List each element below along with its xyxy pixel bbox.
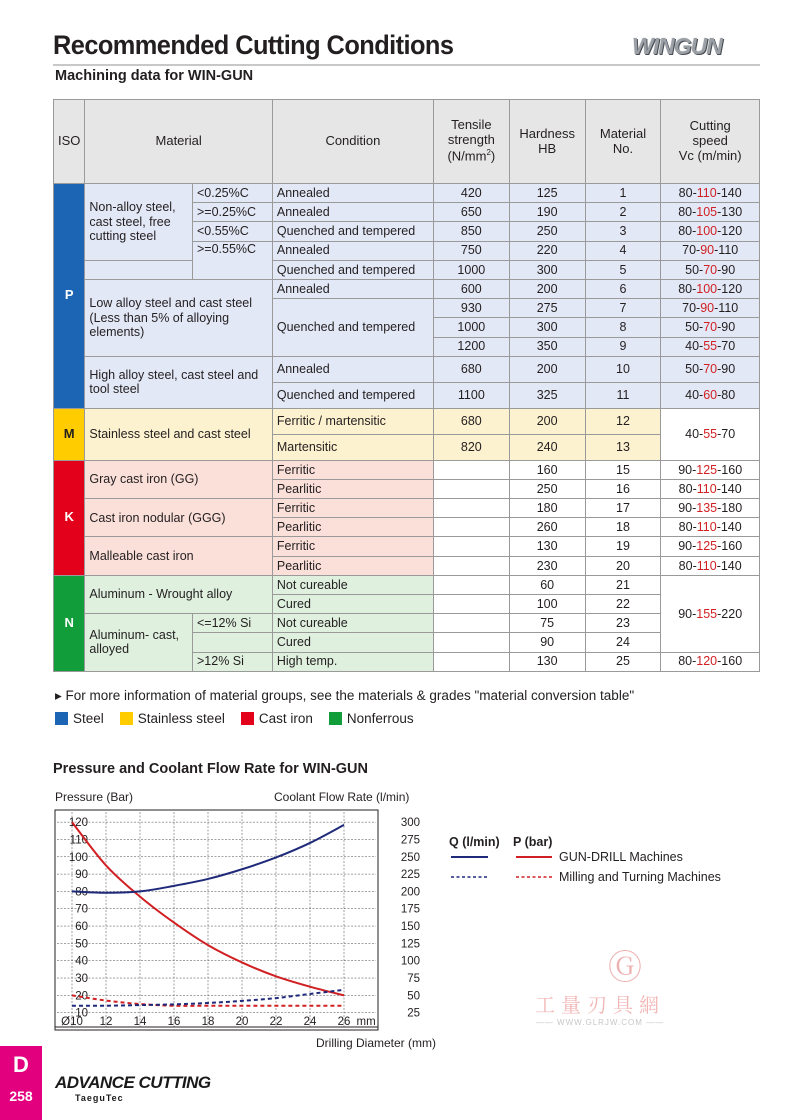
y-right-tick-label: 25: [407, 1007, 420, 1020]
page-number: 258: [9, 1088, 33, 1104]
x-tick-label: Ø10: [61, 1016, 83, 1028]
material-groups-note: ▸ For more information of material groups, see the materials & grades "material conversion table": [55, 688, 635, 703]
brand-logo: ADVANCE CUTTING: [55, 1073, 211, 1092]
table-row: Cured 90 24: [54, 633, 760, 652]
y-left-tick-label: 70: [75, 903, 88, 916]
header-material-no: Material No.: [585, 100, 661, 184]
legend-cast-iron: Cast iron: [241, 711, 313, 726]
iso-n-cell: N: [54, 575, 85, 671]
legend-p-header: P (bar): [513, 835, 553, 849]
y-left-tick-label: 90: [75, 869, 88, 882]
x-tick-label: 18: [201, 1016, 215, 1028]
y-left-tick-label: 100: [68, 851, 88, 864]
x-tick-label: 16: [167, 1016, 181, 1028]
material-gray-cast-iron: Gray cast iron (GG): [85, 460, 272, 498]
table-row: Aluminum- cast, alloyed <=12% Si Not cureable 75 23: [54, 614, 760, 633]
y-left-tick-label: 20: [75, 990, 88, 1003]
condition-cell: Annealed: [272, 184, 433, 203]
table-row: Cast iron nodular (GGG) Ferritic 180 17 90-135-180: [54, 499, 760, 518]
y-right-tick-label: 100: [400, 955, 420, 968]
x-tick-label: 22: [269, 1016, 283, 1028]
table-row: P Non-alloy steel, cast steel, free cutting steel <0.25%C Annealed 420 125 1 80-110-140: [54, 184, 760, 203]
y-right-tick-label: 225: [400, 869, 420, 882]
y-left-tick-label: 40: [75, 955, 88, 968]
speed-cell: 80-110-140: [661, 184, 760, 203]
y-left-tick-label: 50: [75, 938, 88, 951]
section-letter: D: [13, 1052, 29, 1077]
carbon-range: <0.55%C: [193, 222, 273, 241]
table-row: Pearlitic 250 16 80-110-140: [54, 479, 760, 498]
table-row: Pearlitic 230 20 80-110-140: [54, 556, 760, 575]
header-condition: Condition: [272, 100, 433, 184]
chart-frame: [55, 810, 378, 1030]
carbon-range: >=0.25%C: [193, 203, 273, 222]
legend-stainless: Stainless steel: [120, 711, 225, 726]
carbon-range: >=0.55%C: [193, 241, 273, 279]
y-right-tick-label: 250: [400, 851, 420, 864]
x-tick-label: 20: [235, 1016, 249, 1028]
material-stainless: Stainless steel and cast steel: [85, 408, 272, 460]
material-highalloy: High alloy steel, cast steel and tool steel: [85, 356, 272, 408]
table-row: Martensitic 820 240 13: [54, 434, 760, 460]
legend-nonferrous: Nonferrous: [329, 711, 414, 726]
header-hardness: Hardness HB: [509, 100, 585, 184]
header-iso: ISO: [54, 100, 85, 184]
legend-steel: Steel: [55, 711, 104, 726]
si-range: <=12% Si: [193, 614, 273, 633]
table-row: >12% Si High temp. 130 25 80-120-160: [54, 652, 760, 671]
y-right-axis-title: Coolant Flow Rate (l/min): [274, 790, 410, 804]
table-row: M Stainless steel and cast steel Ferritic / martensitic 680 200 12 40-55-70: [54, 408, 760, 434]
legend-q-header: Q (l/min): [449, 835, 500, 849]
brand-sub: TaeguTec: [75, 1093, 124, 1103]
table-row: Quenched and tempered 930 275 7 70-90-110: [54, 299, 760, 318]
y-right-tick-label: 150: [400, 921, 420, 934]
y-right-tick-label: 200: [400, 886, 420, 899]
watermark: Ⓖ 工量刃具網 —— WWW.GLRJW.COM ——: [535, 940, 665, 1027]
page-tab: [0, 1046, 42, 1120]
x-axis-title: Drilling Diameter (mm): [315, 1036, 436, 1050]
y-right-tick-label: 275: [400, 834, 420, 847]
table-row: Quenched and tempered 1000 300 5 50-70-90: [54, 260, 760, 279]
y-left-tick-label: 120: [68, 817, 88, 830]
y-left-axis-title: Pressure (Bar): [55, 790, 134, 804]
y-left-tick-label: 110: [69, 834, 88, 847]
material-malleable-cast-iron: Malleable cast iron: [85, 537, 272, 575]
material-lowalloy: Low alloy steel and cast steel (Less than 5% of alloying elements): [85, 279, 272, 356]
page-title: Recommended Cutting Conditions: [53, 30, 454, 60]
table-row: High alloy steel, cast steel and tool steel Annealed 680 200 10 50-70-90: [54, 356, 760, 382]
iso-k-cell: K: [54, 460, 85, 575]
table-row: Low alloy steel and cast steel (Less than 5% of alloying elements) Annealed 600 200 6 80-100-120: [54, 279, 760, 298]
material-nonalloy: Non-alloy steel, cast steel, free cutting steel: [85, 184, 193, 261]
legend-milling-label: Milling and Turning Machines: [559, 870, 721, 884]
material-aluminum-wrought: Aluminum - Wrought alloy: [85, 575, 272, 613]
table-row: >=0.55%C Annealed 750 220 4 70-90-110: [54, 241, 760, 260]
y-left-tick-label: 80: [75, 886, 88, 899]
y-right-tick-label: 75: [407, 973, 420, 986]
page-subtitle: Machining data for WIN-GUN: [55, 68, 254, 84]
header-cutting-speed: Cutting speed Vc (m/min): [661, 100, 760, 184]
table-row: Malleable cast iron Ferritic 130 19 90-125-160: [54, 537, 760, 556]
iso-p-cell: P: [54, 184, 85, 409]
y-left-tick-label: 30: [75, 973, 88, 986]
table-row: K Gray cast iron (GG) Ferritic 160 15 90-125-160: [54, 460, 760, 479]
table-row: <0.55%C Quenched and tempered 850 250 3 80-100-120: [54, 222, 760, 241]
iso-m-cell: M: [54, 408, 85, 460]
table-row: >=0.25%C Annealed 650 190 2 80-105-130: [54, 203, 760, 222]
watermark-logo-icon: Ⓖ: [608, 949, 642, 987]
table-row: 1000 300 8 50-70-90: [54, 318, 760, 337]
x-tick-label: 26: [337, 1016, 351, 1028]
si-range: >12% Si: [193, 652, 273, 671]
x-tick-label: 24: [303, 1016, 317, 1028]
material-aluminum-cast: Aluminum- cast, alloyed: [85, 614, 193, 672]
y-right-tick-label: 125: [400, 938, 420, 951]
y-left-tick-label: 60: [75, 921, 88, 934]
carbon-range: <0.25%C: [193, 184, 273, 203]
wingun-logo: WINGUN: [632, 33, 722, 59]
x-tick-label: 14: [133, 1016, 147, 1028]
material-nodular-cast-iron: Cast iron nodular (GGG): [85, 499, 272, 537]
header-material: Material: [85, 100, 272, 184]
table-row: Cured 100 22: [54, 595, 760, 614]
table-row: Pearlitic 260 18 80-110-140: [54, 518, 760, 537]
x-tick-label: 12: [99, 1016, 113, 1028]
header-tensile: Tensile strength $(N/mm^2)$: [433, 100, 509, 184]
y-right-tick-label: 50: [407, 990, 420, 1003]
y-right-tick-label: 300: [400, 817, 420, 830]
table-row: N Aluminum - Wrought alloy Not cureable 60 21 90-155-220: [54, 575, 760, 594]
legend-gundrill-label: GUN-DRILL Machines: [559, 850, 683, 864]
y-left-tick-label: 10: [75, 1007, 88, 1020]
x-unit-label: mm: [356, 1016, 376, 1028]
table-row: Quenched and tempered 1100 325 11 40-60-80: [54, 382, 760, 408]
y-right-tick-label: 175: [400, 903, 420, 916]
table-row: 1200 350 9 40-55-70: [54, 337, 760, 356]
chart-title: Pressure and Coolant Flow Rate for WIN-GUN: [53, 761, 368, 777]
